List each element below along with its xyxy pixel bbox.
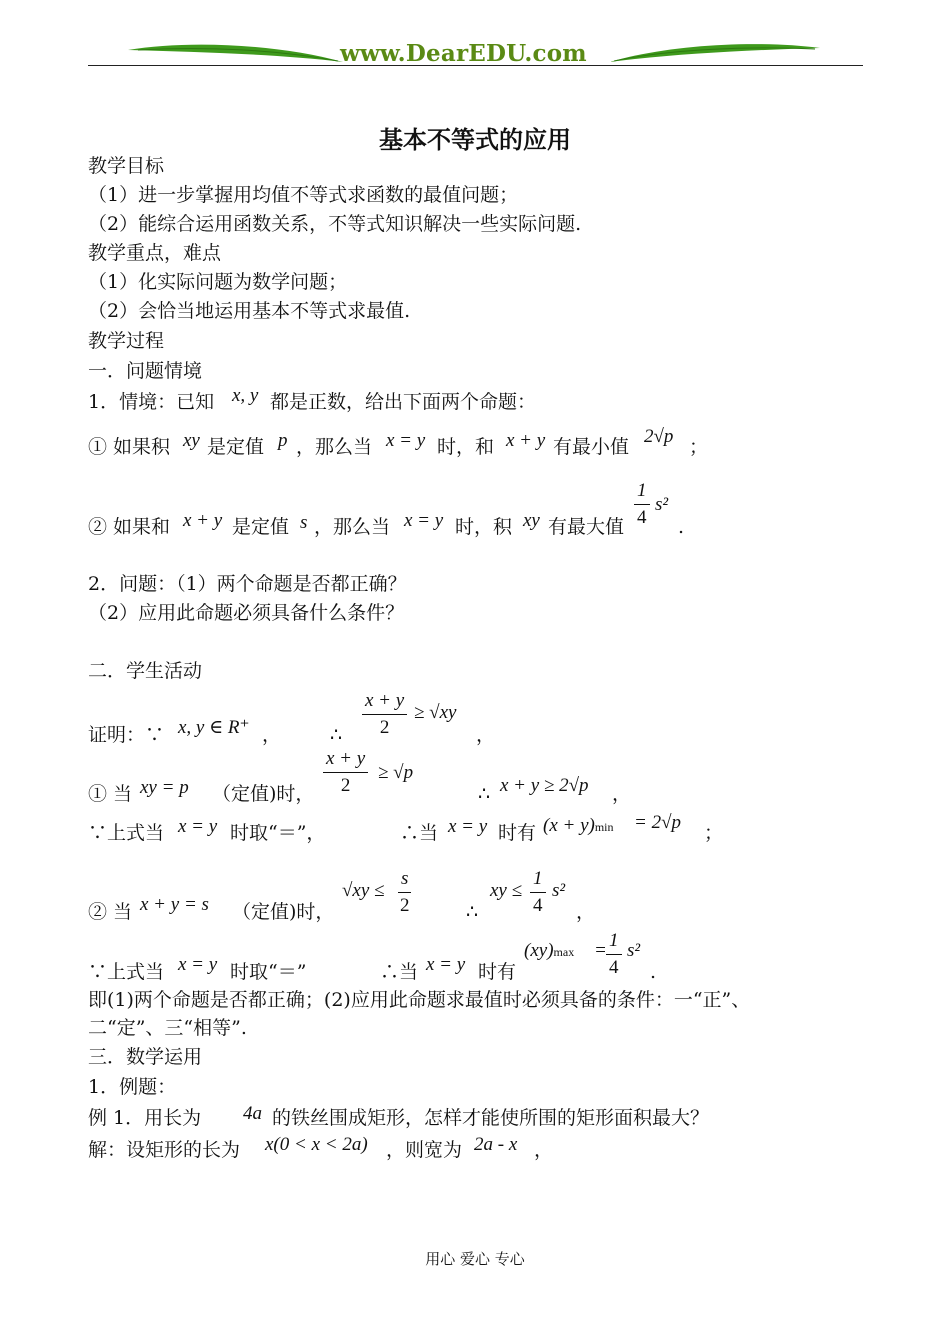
prop1-text-f: ；	[689, 436, 709, 458]
fraction-numerator: 1	[533, 868, 543, 889]
scenario-text-a: 1．情境：已知	[88, 391, 215, 413]
left-leaf-icon	[128, 40, 343, 66]
solution-text-c: ，	[534, 1139, 554, 1161]
fraction-bar	[530, 892, 546, 893]
case1-text-a: ① 当	[88, 783, 133, 805]
fraction-numerator: s	[401, 868, 409, 889]
prop2-text-c: ，那么当	[314, 516, 391, 538]
key-point-1: （1）化实际问题为数学问题；	[88, 271, 348, 293]
header-rule	[88, 65, 863, 66]
example1-length: 4a	[243, 1103, 262, 1124]
solution-width: 2a - x	[474, 1134, 518, 1155]
section-3-heading: 三．数学运用	[88, 1046, 203, 1068]
prop1-text-c: ，那么当	[296, 436, 373, 458]
fraction-denominator: 2	[379, 717, 390, 738]
site-brand[interactable]: www.DearEDU.com	[340, 40, 587, 67]
page-footer: 用心 爱心 专心	[425, 1250, 525, 1268]
case1-am-fraction	[323, 748, 368, 797]
prop2-quarter-fraction	[634, 480, 650, 529]
case1-sum-ge: x + y ≥ 2√p	[500, 775, 589, 796]
prop2-text-e: 有最大值	[548, 516, 625, 538]
fraction-numerator: x + y	[326, 748, 366, 769]
proof-text-d: ，	[476, 724, 496, 746]
case1-ge-sqrt-p: ≥ √p	[378, 762, 414, 783]
fraction-denominator: 4	[533, 895, 543, 916]
solution-length-range: x(0 < x < 2a)	[265, 1134, 368, 1155]
case1-therefore: ∴	[478, 783, 491, 805]
prop2-text-f: .	[678, 516, 685, 538]
case2-sqrt-xy-le: √xy ≤	[342, 880, 385, 901]
case1-xy-eq-p: xy = p	[140, 777, 189, 798]
case2-text-b: （定值)时，	[232, 901, 335, 923]
fraction-numerator: x + y	[365, 690, 405, 711]
case2-sum-eq-s: x + y = s	[140, 894, 209, 915]
conclusion-line-2: 二“定”、三“相等”.	[88, 1017, 247, 1039]
prop1-x-eq-y: x = y	[386, 430, 426, 451]
case2e-quarter-fraction	[606, 930, 622, 979]
case2-s-half-fraction	[398, 868, 411, 917]
case1e-x-eq-y: x = y	[178, 816, 218, 837]
case2e-x-eq-y: x = y	[178, 954, 218, 975]
case2-quarter-fraction	[530, 868, 546, 917]
case2-text-a: ② 当	[88, 901, 133, 923]
case2e-text-c: ∴当	[380, 961, 419, 983]
case2-s-squared: s²	[552, 880, 566, 901]
section-1-heading: 一．问题情境	[88, 360, 203, 382]
case1-text-d: ，	[612, 783, 632, 805]
fraction-denominator: 4	[609, 957, 619, 978]
proof-therefore: ∴	[330, 724, 343, 746]
prop1-text-b: 是定值	[207, 436, 265, 458]
fraction-denominator: 2	[340, 775, 351, 796]
fraction-numerator: 1	[637, 480, 647, 501]
case1e-min-expr: (x + y)min	[543, 815, 614, 836]
section-2-heading: 二．学生活动	[88, 660, 203, 682]
fraction-denominator: 2	[399, 895, 410, 916]
process-heading: 教学过程	[88, 330, 165, 352]
case1e-x-eq-y-2: x = y	[448, 816, 488, 837]
case2e-text-b: 时取“＝”	[230, 961, 307, 983]
goal-2: （2）能综合运用函数关系，不等式知识解决一些实际问题.	[88, 213, 582, 235]
proof-text-a: 证明：∵	[88, 724, 165, 746]
prop2-text-d: 时，积	[455, 516, 513, 538]
case1-text-b: （定值)时，	[212, 783, 315, 805]
solution-text-a: 解：设矩形的长为	[88, 1139, 241, 1161]
prop2-text-a: ② 如果和	[88, 516, 171, 538]
proof-am-fraction	[362, 690, 407, 739]
fraction-denominator: 4	[637, 507, 647, 528]
case1e-text-e: ；	[704, 822, 724, 844]
prop1-min-value: 2√p	[644, 426, 674, 447]
prop2-s-squared: s²	[655, 494, 669, 515]
case2-xy-le: xy ≤	[490, 880, 523, 901]
scenario-vars: x, y	[232, 385, 259, 406]
header-banner	[88, 36, 863, 70]
question-2: （2）应用此命题必须具备什么条件？	[88, 602, 405, 624]
prop1-text-e: 有最小值	[553, 436, 630, 458]
case2e-x-eq-y-2: x = y	[426, 954, 466, 975]
proof-text-b: ，	[262, 724, 282, 746]
scenario-text-b: 都是正数，给出下面两个命题：	[270, 391, 537, 413]
examples-heading: 1．例题：	[88, 1076, 177, 1098]
case1e-text-d: 时有	[498, 822, 537, 844]
prop2-sum: x + y	[183, 510, 223, 531]
case2e-eq: =	[594, 940, 607, 961]
fraction-bar	[606, 954, 622, 955]
key-heading: 教学重点，难点	[88, 242, 222, 264]
prop2-s: s	[300, 512, 308, 533]
example1-text-b: 的铁丝围成矩形，怎样才能使所围的矩形面积最大？	[272, 1107, 710, 1129]
prop1-p: p	[278, 430, 288, 451]
prop1-text-d: 时，和	[437, 436, 495, 458]
proof-ge-sqrt-xy: ≥ √xy	[414, 702, 457, 723]
prop1-xy: xy	[183, 430, 200, 451]
case2-therefore: ∴	[466, 901, 479, 923]
example1-text-a: 例 1．用长为	[88, 1107, 202, 1129]
page-title: 基本不等式的应用	[379, 125, 571, 154]
conclusion-line-1: 即(1)两个命题是否都正确；(2)应用此命题求最值时必须具备的条件：一“正”、	[88, 989, 751, 1011]
case1e-text-c: ∴当	[400, 822, 439, 844]
key-point-2: （2）会恰当地运用基本不等式求最值.	[88, 300, 411, 322]
fraction-bar	[634, 504, 650, 505]
case2e-max-expr: (xy)max	[524, 940, 575, 961]
fraction-bar	[362, 714, 407, 715]
goal-1: （1）进一步掌握用均值不等式求函数的最值问题；	[88, 184, 519, 206]
prop2-text-b: 是定值	[232, 516, 290, 538]
case1e-text-b: 时取“＝”，	[230, 822, 326, 844]
fraction-bar	[323, 772, 368, 773]
prop2-x-eq-y: x = y	[404, 510, 444, 531]
prop1-text-a: ① 如果积	[88, 436, 171, 458]
prop1-sum: x + y	[506, 430, 546, 451]
fraction-bar	[398, 892, 411, 893]
case2e-text-e: .	[650, 961, 657, 983]
question-1: 2．问题：（1）两个命题是否都正确？	[88, 573, 407, 595]
case2-text-d: ，	[576, 901, 596, 923]
case2e-s-squared: s²	[627, 940, 641, 961]
prop2-xy: xy	[523, 510, 540, 531]
case1e-min-value: = 2√p	[634, 812, 681, 833]
solution-text-b: ，则宽为	[386, 1139, 463, 1161]
proof-domain: x, y ∈ R⁺	[178, 717, 250, 738]
fraction-numerator: 1	[609, 930, 619, 951]
case1e-text-a: ∵上式当	[88, 822, 165, 844]
right-leaf-icon	[610, 40, 820, 66]
case2e-text-d: 时有	[478, 961, 517, 983]
case2e-text-a: ∵上式当	[88, 961, 165, 983]
goals-heading: 教学目标	[88, 155, 165, 177]
